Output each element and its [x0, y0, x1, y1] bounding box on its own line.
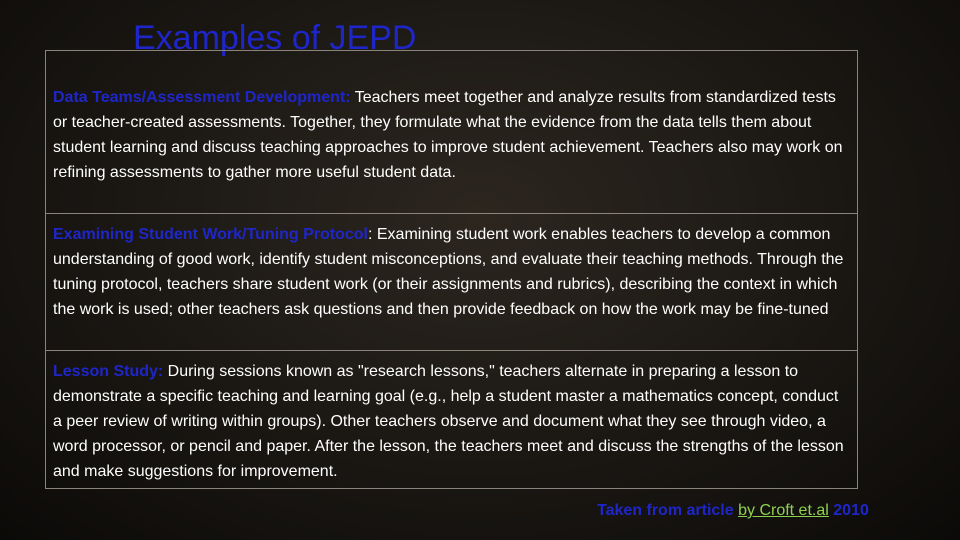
example-term-colon: :: [367, 226, 373, 243]
example-row-data-teams: [46, 51, 857, 213]
example-term: Examining Student Work/Tuning Protocol: [53, 226, 368, 243]
source-year: 2010: [828, 502, 869, 519]
source-link[interactable]: by Croft et.al: [738, 502, 829, 519]
example-row-lesson-study: [46, 350, 857, 488]
example-description: Teachers meet together and analyze results from standardized tests or teacher-created assessments. Together, they formulate what the evidence from the data tells them about student learning and discuss teaching approaches to improve student achievement. Teachers also may work on refining assessments to gather more useful student data.: [53, 89, 843, 181]
example-row-student-work: [46, 213, 857, 350]
example-term: Data Teams/Assessment Development:: [53, 89, 351, 106]
slide-title: Examples of JEPD: [133, 19, 417, 57]
source-prefix: Taken from article: [597, 502, 739, 519]
examples-table: [45, 50, 858, 489]
example-description: During sessions known as "research lessons," teachers alternate in preparing a lesson to demonstrate a specific teaching and learning goal (e.g., help a student master a mathematics concept, conduct a peer review of writing within groups). Other teachers observe and document what they see through video, a word processor, or pencil and paper. After the lesson, the teachers meet and discuss the strengths of the lesson and make suggestions for improvement.: [53, 363, 844, 480]
example-term: Lesson Study:: [53, 363, 164, 380]
example-description: Examining student work enables teachers to develop a common understanding of good work, identify student misconceptions, and evaluate their teaching methods. Through the tuning protocol, teachers share student work (or their assignments and rubrics), describing the context in which the work is used; other teachers ask questions and then provide feedback on how the work may be fine-tuned: [53, 226, 844, 318]
source-citation: [597, 502, 869, 520]
